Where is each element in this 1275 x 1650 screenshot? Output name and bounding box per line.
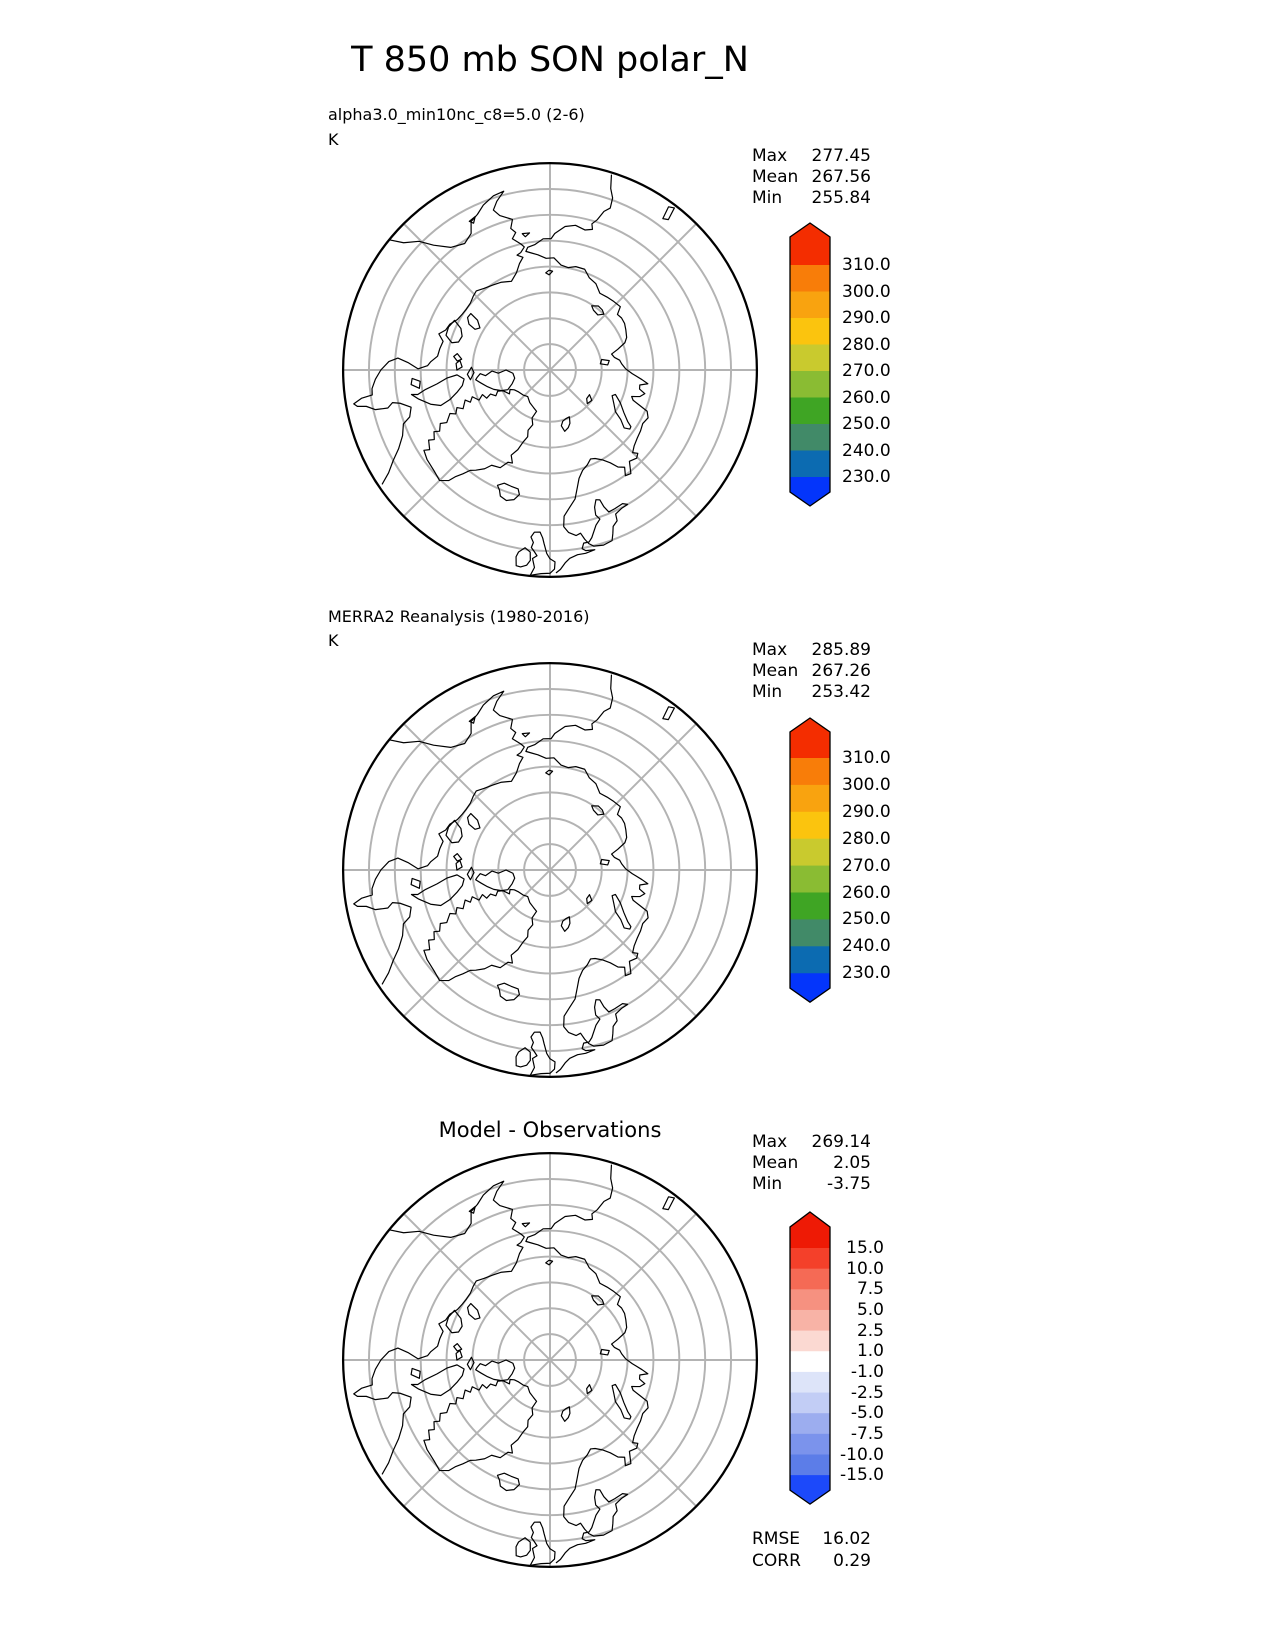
colorbar-tick-label: 290.0 bbox=[842, 801, 891, 822]
coastline-path bbox=[468, 314, 480, 330]
coastline-path bbox=[522, 1223, 529, 1227]
colorbar-arrow-top bbox=[790, 718, 830, 758]
coastline-path bbox=[530, 1032, 555, 1075]
panel-diff-title: Model - Observations bbox=[438, 1118, 662, 1142]
colorbar-tick-label: -10.0 bbox=[840, 1444, 884, 1465]
stat-label: Mean bbox=[752, 167, 799, 187]
stat-label: Mean bbox=[752, 1153, 799, 1173]
stat-label: Max bbox=[752, 1132, 788, 1152]
colorbar-segment bbox=[790, 265, 830, 292]
coastline-path bbox=[411, 875, 464, 906]
coastline-path bbox=[456, 861, 462, 870]
stat-value: 285.89 bbox=[811, 640, 871, 660]
coastline-path bbox=[530, 1522, 555, 1565]
coastline-path bbox=[411, 1368, 420, 1378]
colorbar-segment bbox=[790, 919, 830, 946]
coastline-path bbox=[456, 1351, 462, 1360]
stat-row bbox=[752, 1153, 871, 1174]
stat-value: 269.14 bbox=[811, 1132, 871, 1152]
coastline-path bbox=[454, 354, 462, 361]
stat-row bbox=[752, 1550, 871, 1572]
colorbar-tick-label: -2.5 bbox=[850, 1382, 884, 1403]
coastline-path bbox=[476, 870, 515, 891]
coastline-path bbox=[526, 675, 648, 1073]
coastline-path bbox=[526, 175, 648, 573]
colorbar-tick-label: 300.0 bbox=[842, 774, 891, 795]
panel-model-stats bbox=[752, 146, 871, 209]
footer-stats bbox=[752, 1528, 871, 1572]
coastline-path bbox=[516, 548, 530, 567]
stat-value: 2.05 bbox=[833, 1153, 871, 1173]
colorbar-segment bbox=[790, 398, 830, 425]
colorbar-segment bbox=[790, 892, 830, 919]
colorbar-segment bbox=[790, 785, 830, 812]
colorbar-segment bbox=[790, 839, 830, 866]
colorbar-tick-label: -7.5 bbox=[850, 1423, 884, 1444]
colorbar-tick-label: 250.0 bbox=[842, 414, 891, 434]
panel-obs-stats bbox=[752, 640, 871, 703]
coastline-path bbox=[454, 854, 462, 861]
colorbar-segment bbox=[790, 345, 830, 372]
coastline-path bbox=[411, 1365, 464, 1396]
stat-label: Max bbox=[752, 640, 788, 660]
stat-row bbox=[752, 1132, 871, 1153]
coastline-path bbox=[468, 1304, 480, 1320]
stat-row bbox=[752, 146, 871, 167]
stat-row bbox=[752, 661, 871, 682]
stat-label: RMSE bbox=[752, 1529, 801, 1549]
colorbar-tick-label: 250.0 bbox=[842, 909, 891, 930]
polar-map-obs bbox=[340, 660, 760, 1080]
coastline-path bbox=[354, 691, 525, 984]
colorbar-tick-label: 240.0 bbox=[842, 440, 891, 461]
coastline-path bbox=[411, 878, 420, 888]
colorbar-tick-label: 230.0 bbox=[842, 467, 891, 487]
colorbar-tick-label: 310.0 bbox=[842, 748, 891, 768]
colorbar-tick-label: 270.0 bbox=[842, 855, 891, 876]
colorbar-tick-label: 270.0 bbox=[842, 361, 891, 381]
colorbar-tick-label: 2.5 bbox=[856, 1320, 884, 1341]
coastline-path bbox=[476, 1360, 515, 1381]
colorbar-model bbox=[786, 221, 834, 508]
colorbar-segment bbox=[790, 812, 830, 839]
colorbar-tick-label: -1.0 bbox=[850, 1361, 884, 1382]
colorbar-tick-label: 290.0 bbox=[842, 308, 891, 328]
colorbar-tick-label: 7.5 bbox=[856, 1279, 884, 1300]
coastline-path bbox=[354, 191, 525, 484]
colorbar-tick-label: 5.0 bbox=[856, 1299, 884, 1320]
colorbar-segment bbox=[790, 292, 830, 319]
colorbar-segment bbox=[790, 451, 830, 478]
coastline-path bbox=[522, 233, 529, 237]
coastline-path bbox=[516, 1048, 530, 1067]
stat-label: Max bbox=[752, 146, 788, 166]
colorbar-tick-label: 280.0 bbox=[842, 828, 891, 849]
colorbar-segment bbox=[790, 318, 830, 345]
coastline-path bbox=[411, 378, 420, 388]
coastline-path bbox=[456, 361, 462, 370]
stat-value: 267.56 bbox=[811, 167, 871, 187]
stat-value: 0.29 bbox=[833, 1551, 871, 1571]
coastline-path bbox=[526, 1165, 648, 1563]
colorbar-tick-label: 1.0 bbox=[856, 1341, 884, 1362]
coastline-path bbox=[468, 814, 480, 830]
panel-obs-units: K bbox=[328, 631, 339, 650]
coastline-path bbox=[522, 733, 529, 737]
stat-value: 253.42 bbox=[811, 682, 871, 702]
stat-label: CORR bbox=[752, 1551, 801, 1571]
polar-map-svg bbox=[340, 660, 760, 1080]
colorbar-tick-label: 15.0 bbox=[846, 1238, 884, 1258]
colorbar-segment bbox=[790, 946, 830, 973]
stat-value: 267.26 bbox=[811, 661, 871, 681]
stat-value: -3.75 bbox=[827, 1174, 871, 1194]
colorbar-tick-label: 230.0 bbox=[842, 963, 891, 984]
panel-diff-stats bbox=[752, 1132, 871, 1195]
stat-row bbox=[752, 1528, 871, 1550]
stat-value: 255.84 bbox=[811, 188, 871, 208]
panel-model-units: K bbox=[328, 130, 339, 149]
coastline-path bbox=[516, 1538, 530, 1557]
coastline-path bbox=[476, 370, 515, 391]
colorbar-tick-label: 260.0 bbox=[842, 882, 891, 903]
colorbar-tick-label: 10.0 bbox=[846, 1258, 884, 1279]
colorbar-tick-label: -15.0 bbox=[840, 1465, 884, 1486]
colorbar-segment bbox=[790, 758, 830, 785]
colorbar-segment bbox=[790, 371, 830, 398]
stat-row bbox=[752, 167, 871, 188]
polar-map-diff bbox=[340, 1150, 760, 1570]
stat-value: 16.02 bbox=[822, 1529, 871, 1549]
stat-row bbox=[752, 682, 871, 703]
stat-label: Mean bbox=[752, 661, 799, 681]
polar-map-svg bbox=[340, 160, 760, 580]
colorbar-arrow-bottom bbox=[790, 477, 830, 506]
stat-row bbox=[752, 1174, 871, 1195]
figure-title: T 850 mb SON polar_N bbox=[351, 40, 749, 80]
colorbar-svg bbox=[786, 716, 834, 1004]
colorbar-tick-label: 300.0 bbox=[842, 281, 891, 302]
coastline-path bbox=[530, 532, 555, 575]
coastline-path bbox=[354, 1181, 525, 1474]
colorbar-tick-label: 310.0 bbox=[842, 255, 891, 275]
colorbar-arrow-top bbox=[790, 223, 830, 265]
colorbar-tick-label: 260.0 bbox=[842, 387, 891, 408]
colorbar-svg bbox=[786, 221, 834, 508]
stat-label: Min bbox=[752, 188, 783, 208]
colorbar-tick-label: -5.0 bbox=[850, 1403, 884, 1424]
colorbar-obs bbox=[786, 716, 834, 1004]
stat-row bbox=[752, 188, 871, 209]
colorbar-segment bbox=[790, 424, 830, 451]
colorbar-tick-label: 280.0 bbox=[842, 334, 891, 355]
colorbar-arrow-bottom bbox=[790, 973, 830, 1002]
stat-label: Min bbox=[752, 1174, 783, 1194]
stat-row bbox=[752, 640, 871, 661]
coastline-path bbox=[411, 375, 464, 406]
colorbar-segment bbox=[790, 866, 830, 893]
coastline-path bbox=[663, 707, 675, 720]
polar-map-model bbox=[340, 160, 760, 580]
panel-obs-subtitle: MERRA2 Reanalysis (1980-2016) bbox=[328, 607, 590, 626]
stat-label: Min bbox=[752, 682, 783, 702]
stat-value: 277.45 bbox=[811, 146, 871, 166]
coastline-path bbox=[454, 1344, 462, 1351]
coastline-path bbox=[663, 1197, 675, 1210]
panel-model-subtitle: alpha3.0_min10nc_c8=5.0 (2-6) bbox=[328, 105, 585, 124]
colorbar-tick-label: 240.0 bbox=[842, 936, 891, 957]
polar-map-svg bbox=[340, 1150, 760, 1570]
coastline-path bbox=[663, 207, 675, 220]
